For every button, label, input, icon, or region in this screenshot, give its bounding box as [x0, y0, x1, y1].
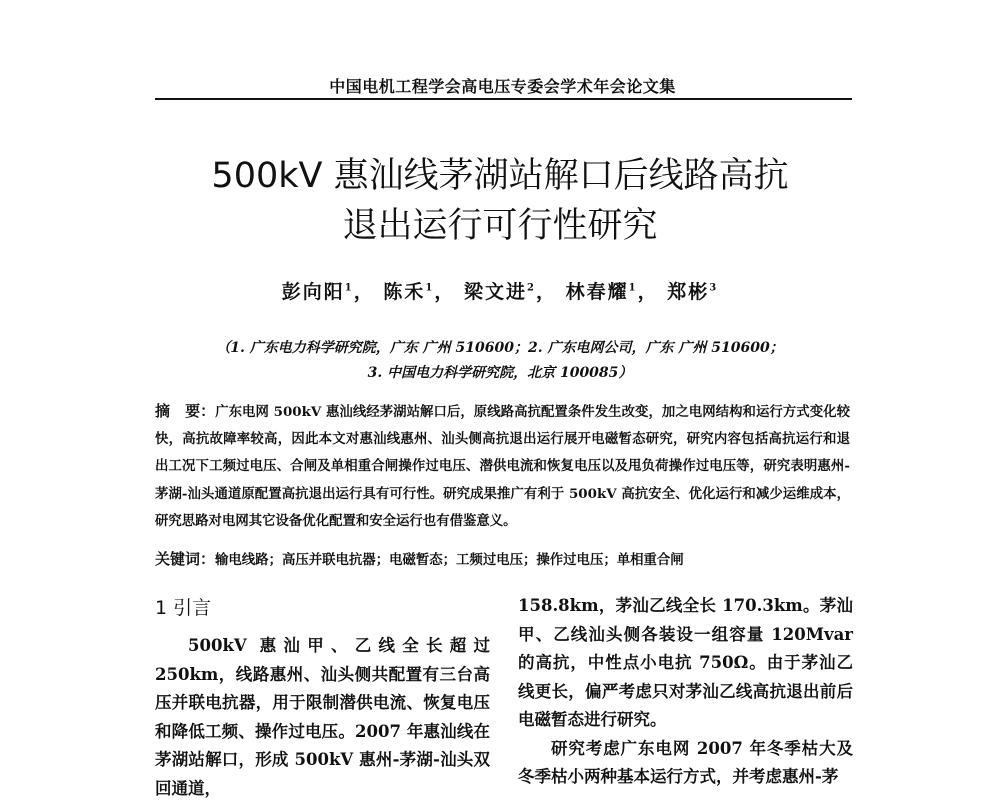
author: 郑彬 — [667, 281, 710, 303]
body-paragraph: 500kV 惠汕甲、乙线全长超过 250km，线路惠州、汕头侧共配置有三台高压并联电抗器，用于限制潜供电流、恢复电压和降低工频、操作过电压。2007 年惠汕线在茅湖站解口，形成 500kV 惠州-茅湖-汕头双回通道， — [155, 636, 490, 798]
author-affil: 1 — [628, 282, 638, 294]
paper-title-line-1: 500kV 惠汕线茅湖站解口后线路高抗 — [211, 156, 789, 196]
keywords-label: 关键词： — [155, 550, 216, 568]
left-column — [155, 594, 490, 803]
body-paragraph: 158.8km，茅汕乙线全长 170.3km。茅汕甲、乙线汕头侧各装设一组容量 120Mvar 的高抗，中性点小电抗 750Ω。由于茅汕乙线更长，偏严考虑只对茅汕乙线高抗退出前后电磁暂态进行研究。 — [518, 596, 853, 729]
right-column — [518, 592, 853, 792]
affiliation-line-2: 3. 中国电力科学研究院，北京 100085） — [367, 365, 633, 381]
running-header: 中国电机工程学会高电压专委会学术年会论文集 — [329, 77, 676, 96]
author: 林春耀 — [565, 281, 629, 303]
section-heading: 1 引言 — [155, 597, 212, 619]
abstract-text: 广东电网 500kV 惠汕线经茅湖站解口后，原线路高抗配置条件发生改变，加之电网结构和运行方式变化较快，高抗故障率较高，因此本文对惠汕线惠州、汕头侧高抗退出运行展开电磁暂态研究，研究内容包括高抗运行和退出工况下工频过电压、合闸及单相重合闸操作过电压、潜供电流和恢复电压以及甩负荷操作过电压等，研究表明惠州-茅湖-汕头通道原配置高抗退出运行具有可行性。研究成果推广有利于 500kV 高抗安全、优化运行和减少运维成本，研究思路对电网其它设备优化配置和安全运行也有借鉴意义。 — [155, 404, 850, 529]
author-affil: 3 — [709, 282, 719, 294]
keywords — [155, 548, 850, 569]
author: 陈禾 — [383, 281, 426, 303]
header-rule — [155, 98, 852, 100]
abstract — [155, 398, 850, 535]
affiliation-line-1: （1. 广东电力科学研究院，广东 广州 510600；2. 广东电网公司，广东 广州 510600； — [216, 340, 784, 356]
author: 梁文进 — [464, 281, 528, 303]
author-affil: 1 — [425, 282, 435, 294]
body-paragraph: 研究考虑广东电网 2007 年冬季枯大及冬季枯小两种基本运行方式，并考虑惠州-茅 — [518, 738, 853, 786]
author-list: 彭向阳$^1$， 陈禾$^1$， 梁文进$^2$， 林春耀$^1$， 郑彬$^3$ — [281, 281, 719, 303]
author-affil: 1 — [344, 282, 354, 294]
author: 彭向阳 — [281, 281, 345, 303]
author-affil: 2 — [527, 282, 536, 294]
keywords-text: 输电线路；高压并联电抗器；电磁暂态；工频过电压；操作过电压；单相重合闸 — [215, 552, 684, 568]
abstract-label: 摘 要： — [155, 402, 216, 420]
paper-title-line-2: 退出运行可行性研究 — [342, 206, 658, 246]
